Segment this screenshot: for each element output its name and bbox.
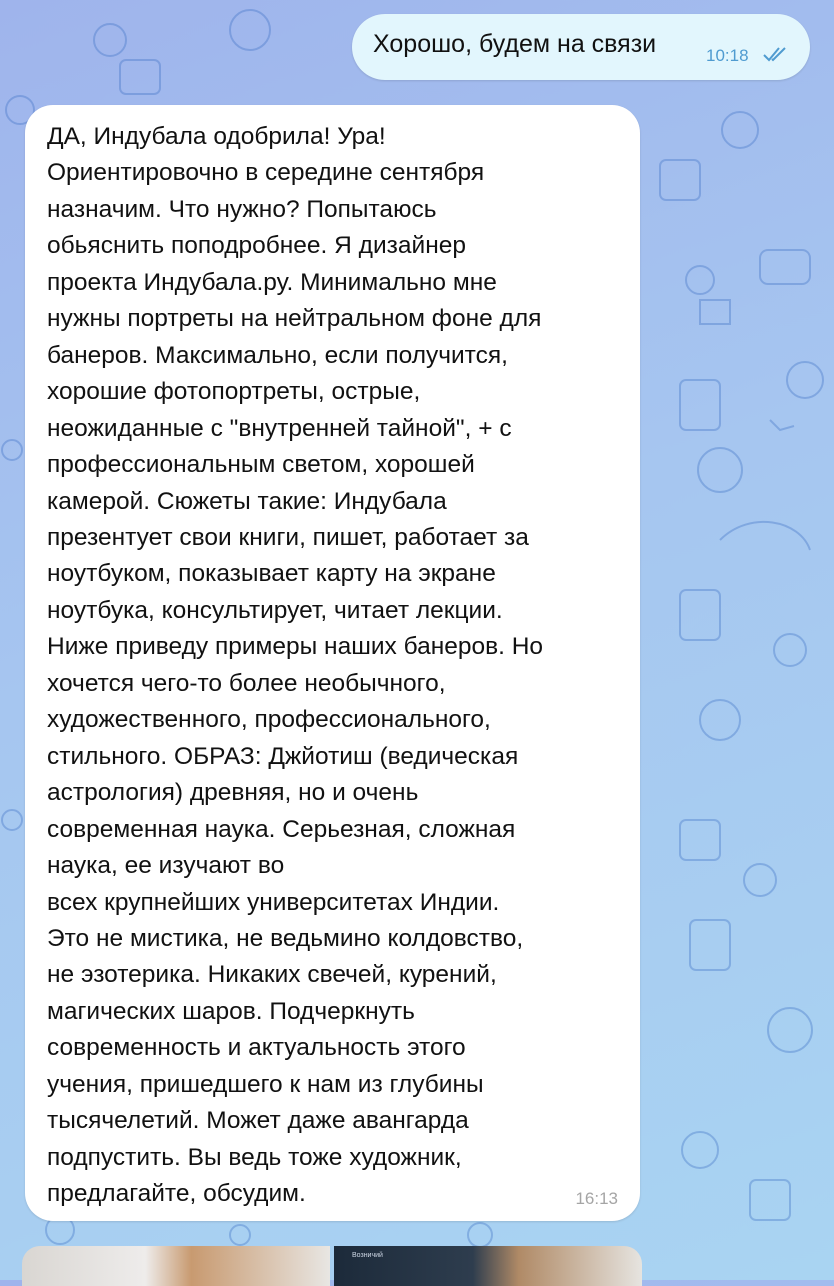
message-line: современность и актуальность этого: [47, 1034, 466, 1062]
message-line: презентует свои книги, пишет, работает за: [47, 523, 529, 551]
message-line: ноутбука, консультирует, читает лекции.: [47, 596, 503, 624]
photo-thumbnail[interactable]: [22, 1246, 330, 1286]
message-line: хочется чего-то более необычного,: [47, 669, 446, 697]
message-line: современная наука. Серьезная, сложная: [47, 815, 516, 843]
message-line: художественного, профессионального,: [47, 706, 491, 734]
message-line: тысячелетий. Может даже авангарда: [47, 1107, 469, 1135]
message-line: камерой. Сюжеты такие: Индубала: [47, 487, 447, 515]
message-line: астрология) древняя, но и очень: [47, 779, 419, 807]
photo-thumbnail[interactable]: [334, 1246, 642, 1286]
message-line: ДА, Индубала одобрила! Ура!: [47, 123, 386, 150]
message-line: нужны портреты на нейтральном фоне для: [47, 305, 542, 333]
message-line: Ориентировочно в середине сентября: [47, 159, 485, 187]
message-line: подпустить. Вы ведь тоже художник,: [47, 1143, 462, 1171]
message-line: банеров. Максимально, если получится,: [47, 341, 508, 369]
message-time: 10:18: [706, 46, 749, 65]
message-line: стильного. ОБРАЗ: Джйотиш (ведическая: [47, 742, 519, 770]
message-line: обьяснить поподробнее. Я дизайнер: [47, 232, 466, 260]
message-line: хорошие фотопортреты, острые,: [47, 378, 421, 406]
message-time: 16:13: [575, 1189, 618, 1208]
message-line: наука, ее изучают во: [47, 852, 285, 880]
message-line: ноутбуком, показывает карту на экране: [47, 560, 496, 588]
outgoing-message[interactable]: [352, 14, 810, 80]
message-line: проекта Индубала.ру. Минимально мне: [47, 268, 497, 296]
photo-caption: Возничий: [352, 1252, 383, 1259]
photo-album-message[interactable]: [22, 1246, 642, 1286]
message-line: профессиональным светом, хорошей: [47, 451, 475, 479]
message-line: учения, пришедшего к нам из глубины: [47, 1070, 484, 1098]
message-line: Это не мистика, не ведьмино колдовство,: [47, 924, 524, 952]
message-line: не эзотерика. Никаких свечей, курений,: [47, 961, 497, 989]
message-line: назначим. Что нужно? Попытаюсь: [47, 195, 437, 223]
message-line: Ниже приведу примеры наших банеров. Но: [47, 633, 544, 661]
message-line: предлагайте, обсудим.: [47, 1180, 306, 1208]
message-line: всех крупнейших университетах Индии.: [47, 888, 500, 916]
message-text: [47, 119, 543, 1213]
message-text: Хорошо, будем на связи: [373, 30, 657, 58]
message-line: магических шаров. Подчеркнуть: [47, 997, 415, 1025]
incoming-message[interactable]: [25, 105, 640, 1221]
message-line: неожиданные с "внутренней тайной", + с: [47, 414, 512, 442]
double-check-icon: [762, 44, 788, 64]
